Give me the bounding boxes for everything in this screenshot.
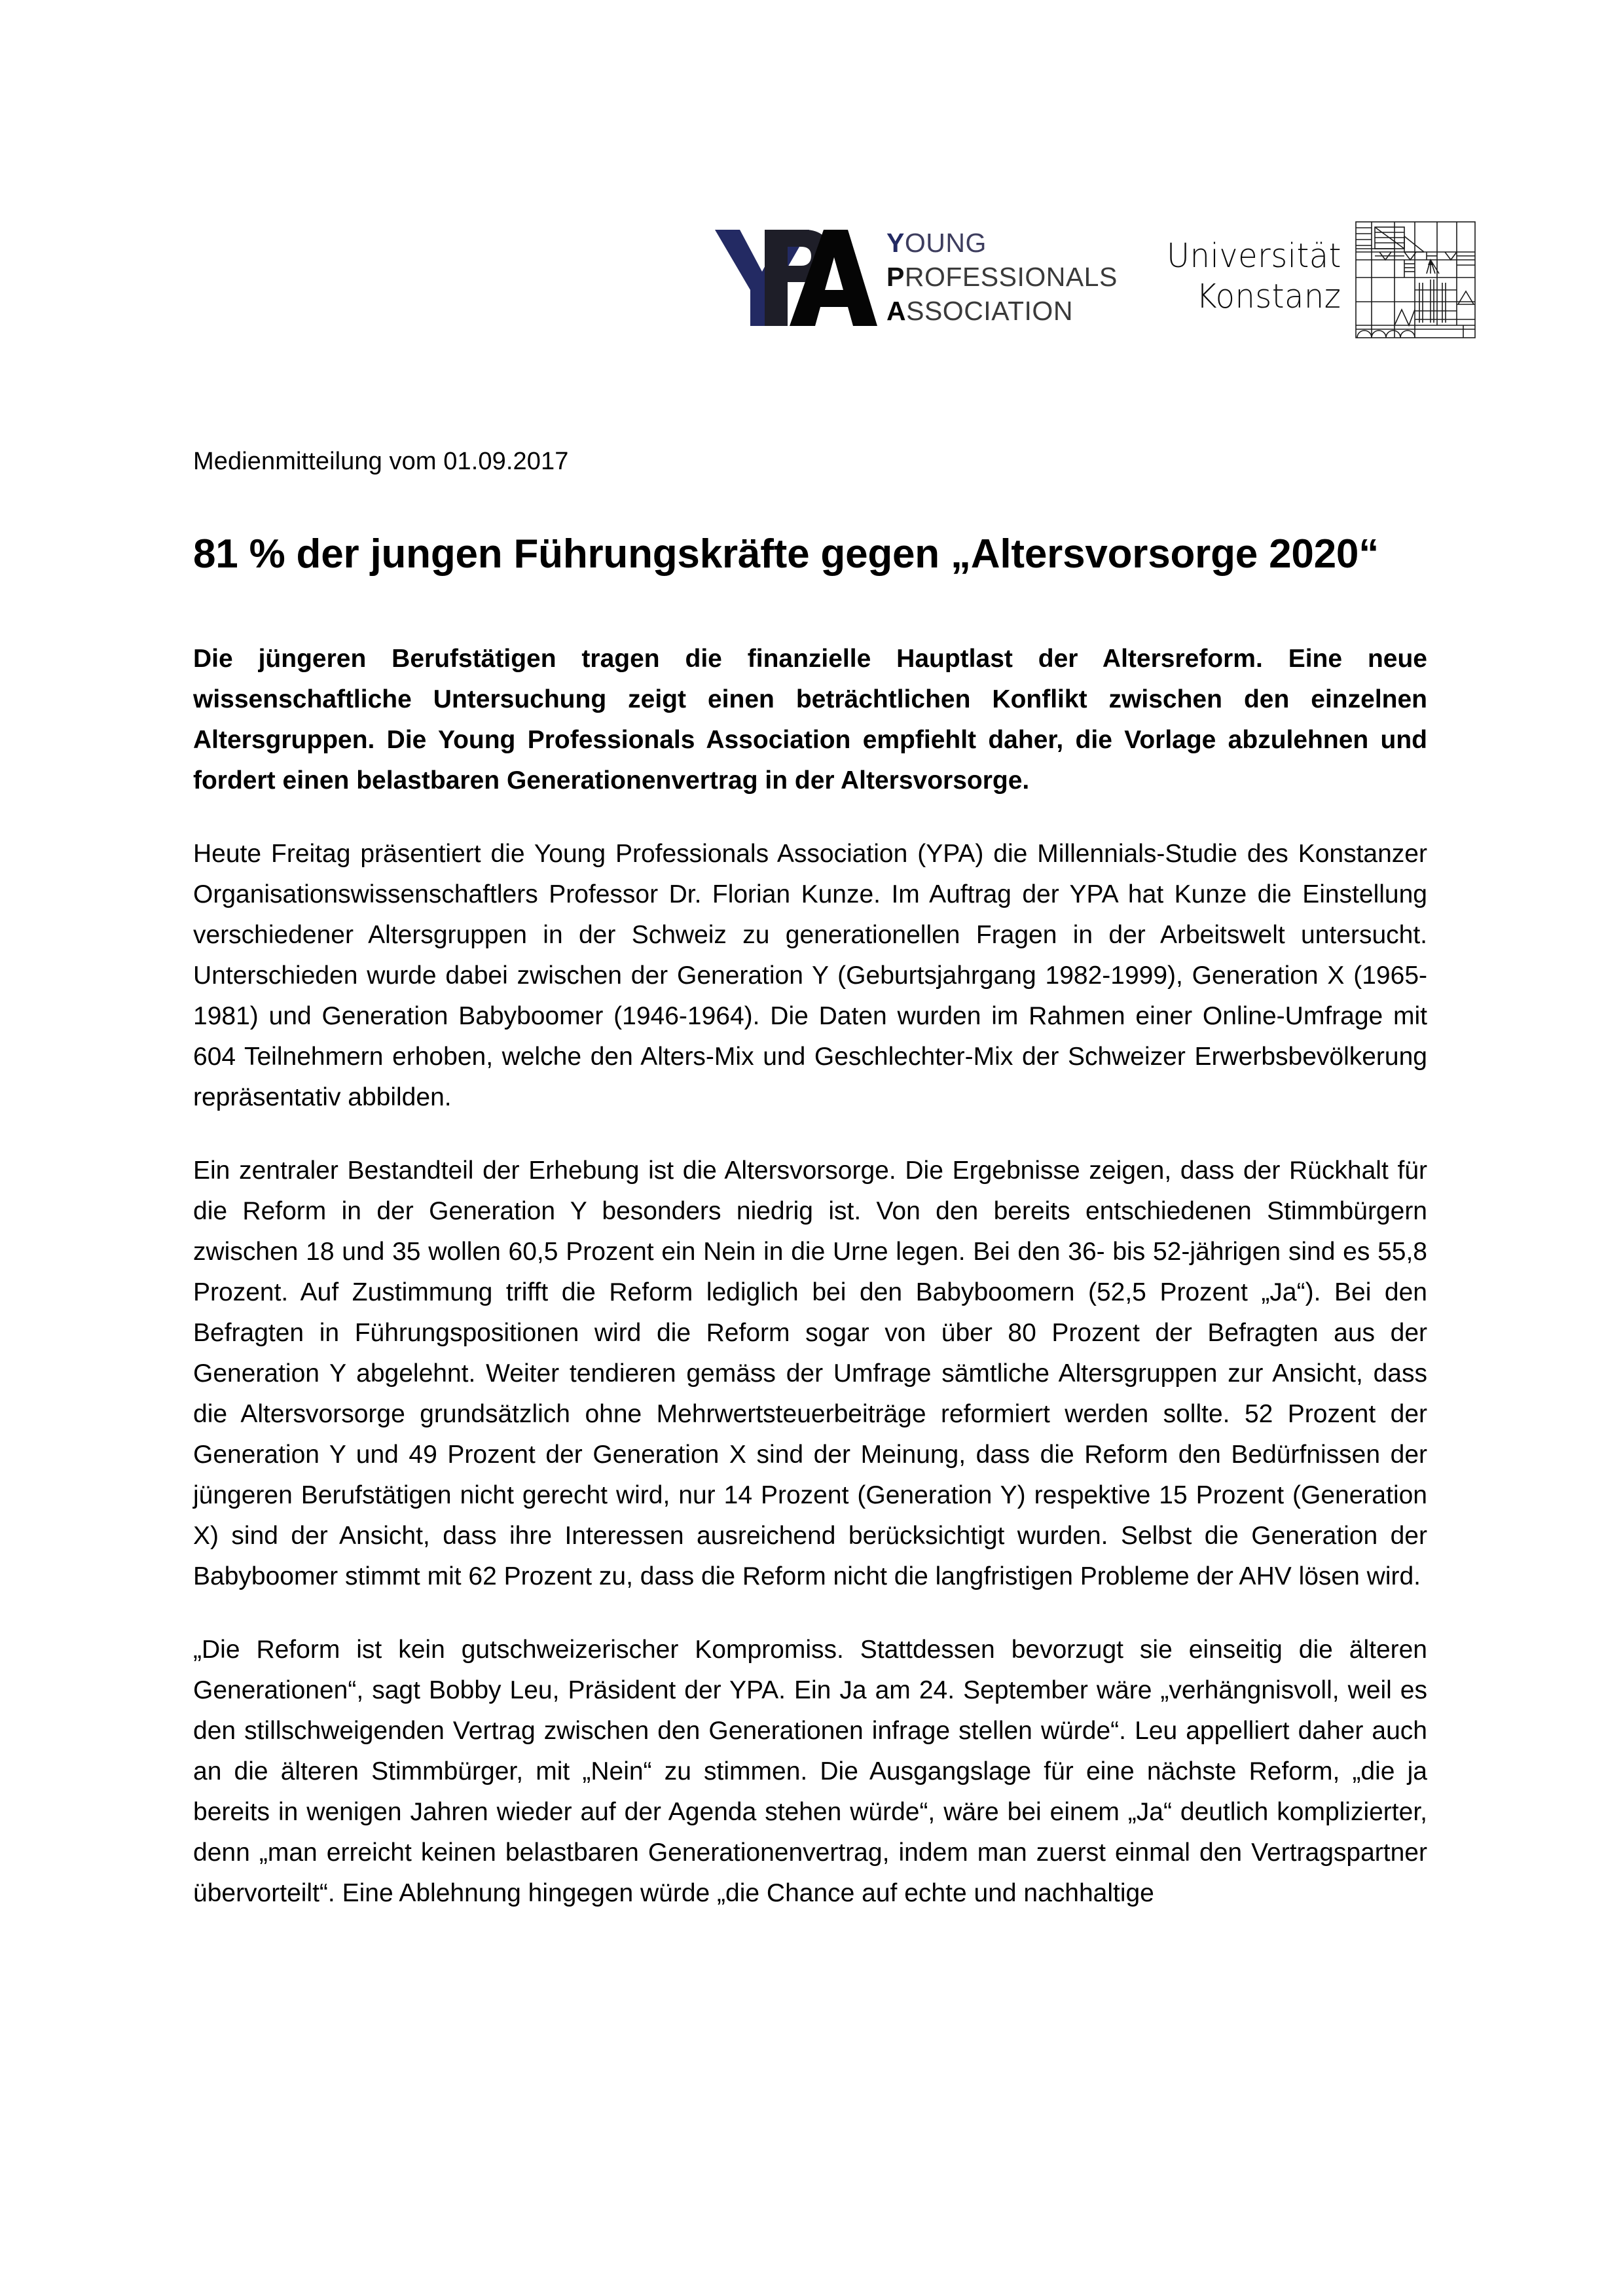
uni-konstanz-wordmark (1156, 219, 1353, 334)
uni-konstanz-line-1: Universität (1166, 236, 1341, 276)
lead-paragraph: Die jüngeren Berufstätigen tragen die finanzielle Hauptlast der Altersreform. Eine neue wissenschaftliche Untersuchung zeigt einen beträchtlichen Konflikt zwischen den einzelnen Altersgruppen. Die Young Professionals Association empfiehlt daher, die Vorlage abzulehnen und fordert einen belastbaren Generationenvertrag in der Altersvorsorge. (193, 645, 1427, 795)
body-paragraph-3: „Die Reform ist kein gutschweizerischer Kompromiss. Stattdessen bevorzugt sie einseitig die älteren Generationen“, sagt Bobby Leu, Präsident der YPA. Ein Ja am 24. September wäre „verhängnisvoll, weil es den stillschweigenden Vertrag zwischen den Generationen infrage stellen würde“. Leu appelliert daher auch an die älteren Stimmbürger, mit „Nein“ zu stimmen. Die Ausgangslage für eine nächste Reform, „die ja bereits in wenigen Jahren wieder auf der Agenda stehen würde“, wäre bei einem „Ja“ deutlich komplizierter, denn „man erreicht keinen belastbaren Generationenvertrag, indem man zuerst einmal den Vertragspartner übervorteilt“. Eine Ablehnung hingegen würde „die Chance auf echte und nachhaltige (193, 1636, 1427, 1907)
ypa-wordmark (886, 224, 1118, 329)
release-date-line: Medienmitteilung vom 01.09.2017 (193, 448, 569, 475)
ypa-word-association: ASSOCIATION (886, 295, 1073, 326)
ypa-monogram-icon (714, 224, 877, 329)
ypa-logo (714, 221, 1118, 332)
ypa-word-young: YOUNG (886, 227, 987, 258)
page-title: 81 % der jungen Führungskräfte gegen „Altersvorsorge 2020“ (193, 531, 1379, 577)
uni-konstanz-line-2: Konstanz (1196, 277, 1341, 316)
ypa-word-professionals: PROFESSIONALS (886, 261, 1118, 292)
document-body (193, 445, 1427, 1914)
uni-konstanz-grid-icon (1353, 219, 1478, 340)
uni-konstanz-logo (1156, 219, 1478, 334)
body-paragraph-2: Ein zentraler Bestandteil der Erhebung ist die Altersvorsorge. Die Ergebnisse zeigen, dass der Rückhalt für die Reform in der Generation Y besonders niedrig ist. Von den bereits entschiedenen Stimmbürgern zwischen 18 und 35 wollen 60,5 Prozent ein Nein in die Urne legen. Bei den 36- bis 52-jährigen sind es 55,8 Prozent. Auf Zustimmung trifft die Reform lediglich bei den Babyboomern (52,5 Prozent „Ja“). Bei den Befragten in Führungspositionen wird die Reform sogar von über 80 Prozent der Befragten aus der Generation Y abgelehnt. Weiter tendieren gemäss der Umfrage sämtliche Altersgruppen zur Ansicht, dass die Altersvorsorge grundsätzlich ohne Mehrwertsteuerbeiträge reformiert werden sollte. 52 Prozent der Generation Y und 49 Prozent der Generation X sind der Meinung, dass die Reform den Bedürfnissen der jüngeren Berufstätigen nicht gerecht wird, nur 14 Prozent (Generation Y) respektive 15 Prozent (Generation X) sind der Ansicht, dass ihre Interessen ausreichend berücksichtigt wurden. Selbst die Generation der Babyboomer stimmt mit 62 Prozent zu, dass die Reform nicht die langfristigen Probleme der AHV lösen wird. (193, 1157, 1427, 1590)
body-paragraph-1: Heute Freitag präsentiert die Young Professionals Association (YPA) die Millennials-Studie des Konstanzer Organisationswissenschaftlers Professor Dr. Florian Kunze. Im Auftrag der YPA hat Kunze die Einstellung verschiedener Altersgruppen in der Schweiz zu generationellen Fragen in der Arbeitswelt untersucht. Unterschieden wurde dabei zwischen der Generation Y (Geburtsjahrgang 1982-1999), Generation X (1965-1981) und Generation Babyboomer (1946-1964). Die Daten wurden im Rahmen einer Online-Umfrage mit 604 Teilnehmern erhoben, welche den Alters-Mix und Geschlechter-Mix der Schweizer Erwerbsbevölkerung repräsentativ abbilden. (193, 840, 1427, 1111)
header-logo-row (714, 206, 1460, 347)
